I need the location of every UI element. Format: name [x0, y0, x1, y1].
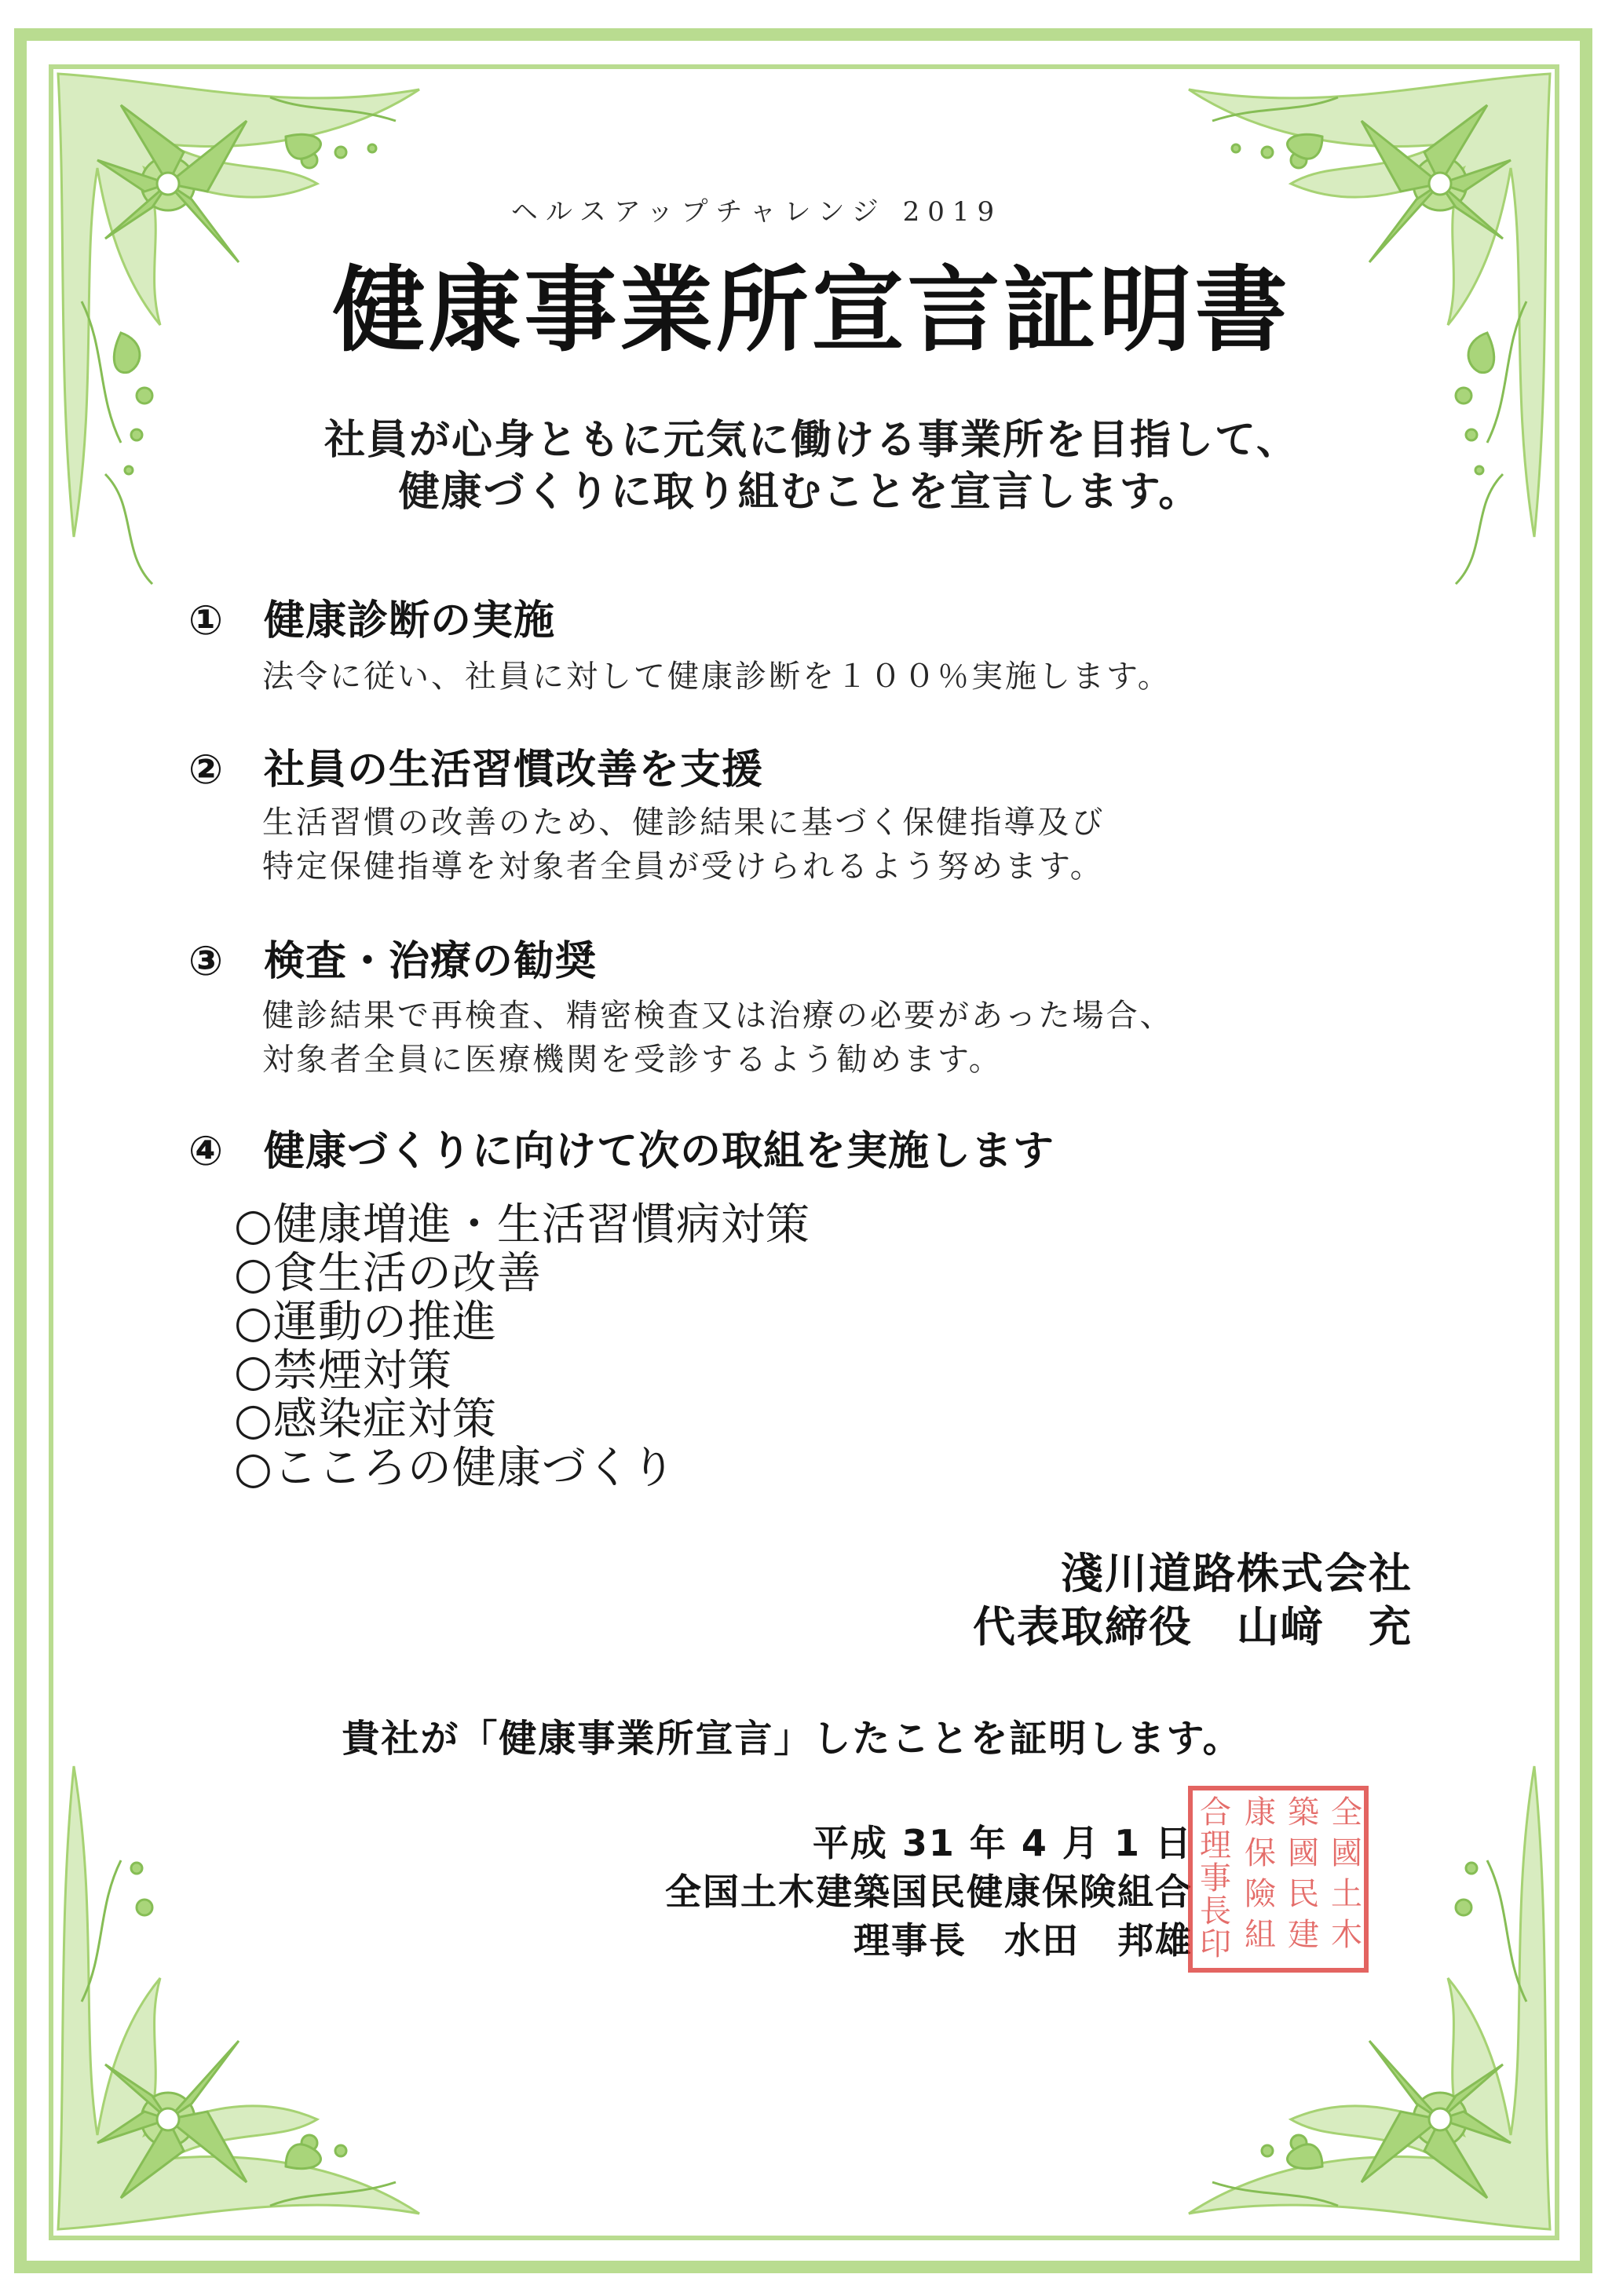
svg-text:合理事長印 [1200, 1794, 1231, 1962]
seal-character: 事 [1200, 1860, 1231, 1896]
section-number: ② [188, 746, 225, 794]
program-item-2: ○食生活の改善 [234, 1248, 542, 1299]
seal-character: 國 [1331, 1835, 1362, 1871]
program-item-4: ○禁煙対策 [234, 1345, 452, 1396]
seal-character: 長 [1200, 1893, 1231, 1929]
section-title: 社員の生活習慣改善を支援 [264, 746, 764, 794]
section-body-1-line-1: 法令に従い、社員に対して健康診断を１００％実施します。 [262, 659, 1172, 695]
certification-text: 貴社が「健康事業所宣言」したことを証明します。 [342, 1717, 1242, 1761]
seal-character: 民 [1288, 1876, 1319, 1912]
section-body-3-line-1: 健診結果で再検査、精密検査又は治療の必要があった場合、 [262, 998, 1174, 1034]
seal-character: 康 [1245, 1794, 1276, 1831]
seal-character: 建 [1288, 1917, 1319, 1953]
page-title: 健康事業所宣言証明書 [332, 255, 1291, 364]
section-heading-1 [188, 587, 555, 646]
seal-character: 國 [1288, 1835, 1319, 1871]
section-heading-3 [188, 928, 597, 987]
section-body-2-line-2: 特定保健指導を対象者全員が受けられるよう努めます。 [262, 849, 1104, 885]
svg-text:康保險組 [1245, 1794, 1276, 1953]
seal-character: 理 [1200, 1827, 1231, 1863]
seal-character: 保 [1245, 1835, 1276, 1871]
seal-character: 險 [1245, 1876, 1276, 1912]
program-item-6: ○こころの健康づくり [234, 1443, 676, 1494]
section-title: 検査・治療の勧奨 [264, 938, 598, 985]
seal-character: 築 [1288, 1794, 1319, 1831]
program-item-3: ○運動の推進 [234, 1297, 497, 1348]
seal-character: 組 [1245, 1917, 1276, 1953]
section-heading-4 [188, 1118, 1055, 1177]
seal-stamp-icon [1186, 1783, 1371, 1975]
section-heading-2 [188, 736, 763, 795]
program-item-5: ○感染症対策 [234, 1394, 497, 1445]
section-number: ① [188, 597, 225, 644]
seal-character: 全 [1331, 1794, 1362, 1831]
company-representative: 代表取締役 山﨑 充 [973, 1602, 1413, 1652]
svg-text:築國民建 [1288, 1794, 1319, 1953]
section-title: 健康づくりに向けて次の取組を実施します [264, 1128, 1055, 1175]
seal-character: 木 [1331, 1917, 1362, 1953]
company-name: 淺川道路株式会社 [1061, 1549, 1413, 1598]
official-seal [1186, 1783, 1371, 1975]
section-number: ③ [188, 938, 225, 985]
section-number: ④ [188, 1128, 225, 1175]
issuer-organization: 全国土木建築国民健康保険組合 [665, 1871, 1193, 1913]
issuer-chairman: 理事長 水田 邦雄 [854, 1919, 1193, 1962]
lead-line-1: 社員が心身ともに元気に働ける事業所を目指して、 [324, 417, 1299, 464]
seal-character: 印 [1200, 1926, 1231, 1962]
seal-character: 合 [1200, 1794, 1231, 1831]
lead-line-2: 健康づくりに取り組むことを宣言します。 [398, 469, 1201, 516]
program-item-1: ○健康増進・生活習慣病対策 [234, 1199, 810, 1250]
section-title: 健康診断の実施 [264, 597, 556, 644]
issue-date: 平成 31 年 4 月 1 日 [812, 1822, 1193, 1864]
svg-text:全國土木 [1331, 1794, 1362, 1953]
seal-character: 土 [1331, 1876, 1362, 1912]
section-body-3-line-2: 対象者全員に医療機関を受診するよう勧めます。 [262, 1042, 1003, 1078]
subtitle: ヘルスアップチャレンジ 2019 [510, 196, 1003, 228]
section-body-2-line-1: 生活習慣の改善のため、健診結果に基づく保健指導及び [262, 805, 1106, 841]
